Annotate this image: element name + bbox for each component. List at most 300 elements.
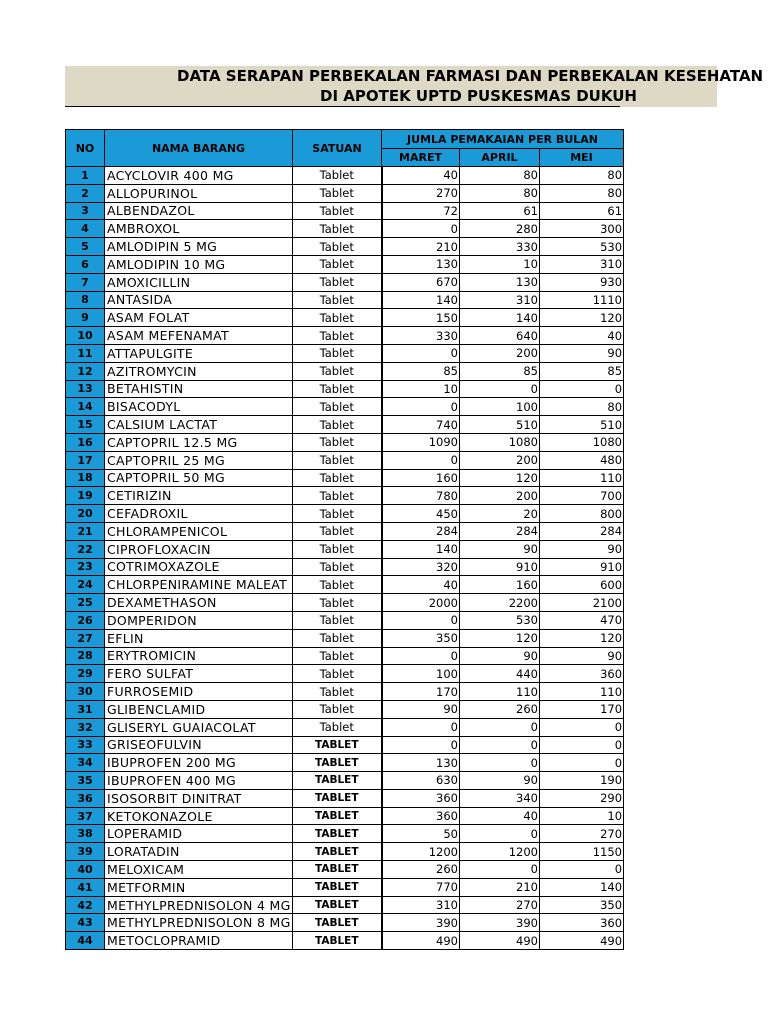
- qty-maret: 0: [382, 344, 460, 362]
- row-number: 4: [66, 220, 105, 238]
- item-name: MELOXICAM: [105, 861, 293, 879]
- row-number: 22: [66, 540, 105, 558]
- qty-april: 1080: [460, 433, 540, 451]
- title-line-2: DI APOTEK UPTD PUSKESMAS DUKUH: [320, 87, 637, 105]
- row-number: 43: [66, 914, 105, 932]
- item-name: ATTAPULGITE: [105, 344, 293, 362]
- qty-mei: 120: [540, 309, 624, 327]
- qty-maret: 0: [382, 611, 460, 629]
- item-name: CALSIUM LACTAT: [105, 416, 293, 434]
- qty-april: 200: [460, 451, 540, 469]
- unit: Tablet: [293, 238, 382, 256]
- unit: Tablet: [293, 202, 382, 220]
- row-number: 8: [66, 291, 105, 309]
- row-number: 33: [66, 736, 105, 754]
- qty-april: 0: [460, 861, 540, 879]
- table-row: [66, 825, 624, 843]
- qty-maret: 0: [382, 736, 460, 754]
- qty-mei: 470: [540, 611, 624, 629]
- row-number: 6: [66, 255, 105, 273]
- table-row: [66, 273, 624, 291]
- qty-april: 120: [460, 629, 540, 647]
- item-name: LOPERAMID: [105, 825, 293, 843]
- row-number: 11: [66, 344, 105, 362]
- qty-maret: 0: [382, 398, 460, 416]
- qty-maret: 130: [382, 754, 460, 772]
- unit: TABLET: [293, 914, 382, 932]
- unit: Tablet: [293, 327, 382, 345]
- item-name: CAPTOPRIL 50 MG: [105, 469, 293, 487]
- item-name: FURROSEMID: [105, 683, 293, 701]
- qty-mei: 700: [540, 487, 624, 505]
- data-table: [65, 129, 624, 950]
- qty-maret: 0: [382, 718, 460, 736]
- row-number: 44: [66, 932, 105, 950]
- unit: TABLET: [293, 736, 382, 754]
- table-row: [66, 611, 624, 629]
- unit: Tablet: [293, 291, 382, 309]
- qty-april: 0: [460, 380, 540, 398]
- table-row: [66, 896, 624, 914]
- row-number: 9: [66, 309, 105, 327]
- table-row: [66, 665, 624, 683]
- unit: Tablet: [293, 469, 382, 487]
- qty-maret: 210: [382, 238, 460, 256]
- table-row: [66, 487, 624, 505]
- data-table-viewport: [65, 129, 623, 950]
- unit: Tablet: [293, 522, 382, 540]
- qty-mei: 530: [540, 238, 624, 256]
- qty-mei: 1150: [540, 843, 624, 861]
- unit: TABLET: [293, 932, 382, 950]
- table-row: [66, 238, 624, 256]
- qty-april: 85: [460, 362, 540, 380]
- qty-mei: 170: [540, 700, 624, 718]
- item-name: CAPTOPRIL 12.5 MG: [105, 433, 293, 451]
- row-number: 2: [66, 184, 105, 202]
- qty-maret: 780: [382, 487, 460, 505]
- item-name: IBUPROFEN 400 MG: [105, 772, 293, 790]
- header-no: NO: [66, 130, 105, 167]
- qty-maret: 140: [382, 291, 460, 309]
- table-row: [66, 718, 624, 736]
- qty-april: 40: [460, 807, 540, 825]
- qty-maret: 770: [382, 878, 460, 896]
- qty-april: 490: [460, 932, 540, 950]
- table-row: [66, 255, 624, 273]
- qty-april: 284: [460, 522, 540, 540]
- qty-maret: 50: [382, 825, 460, 843]
- qty-april: 280: [460, 220, 540, 238]
- row-number: 31: [66, 700, 105, 718]
- unit: Tablet: [293, 416, 382, 434]
- qty-april: 310: [460, 291, 540, 309]
- unit: Tablet: [293, 683, 382, 701]
- unit: TABLET: [293, 843, 382, 861]
- item-name: ASAM FOLAT: [105, 309, 293, 327]
- table-row: [66, 736, 624, 754]
- table-row: [66, 772, 624, 790]
- qty-mei: 110: [540, 469, 624, 487]
- item-name: CAPTOPRIL 25 MG: [105, 451, 293, 469]
- qty-mei: 910: [540, 558, 624, 576]
- unit: TABLET: [293, 772, 382, 790]
- qty-mei: 90: [540, 344, 624, 362]
- qty-april: 20: [460, 505, 540, 523]
- row-number: 28: [66, 647, 105, 665]
- table-body: [66, 167, 624, 950]
- qty-maret: 1090: [382, 433, 460, 451]
- qty-maret: 310: [382, 896, 460, 914]
- header-month-april: APRIL: [460, 149, 540, 167]
- qty-mei: 90: [540, 647, 624, 665]
- qty-mei: 140: [540, 878, 624, 896]
- row-number: 25: [66, 594, 105, 612]
- row-number: 13: [66, 380, 105, 398]
- qty-mei: 85: [540, 362, 624, 380]
- qty-mei: 0: [540, 754, 624, 772]
- qty-april: 640: [460, 327, 540, 345]
- qty-april: 210: [460, 878, 540, 896]
- qty-mei: 90: [540, 540, 624, 558]
- header-jumlah-pemakaian: JUMLA PEMAKAIAN PER BULAN: [382, 130, 624, 149]
- item-name: GLISERYL GUAIACOLAT: [105, 718, 293, 736]
- item-name: CETIRIZIN: [105, 487, 293, 505]
- qty-april: 510: [460, 416, 540, 434]
- qty-april: 330: [460, 238, 540, 256]
- qty-maret: 1200: [382, 843, 460, 861]
- item-name: CHLORPENIRAMINE MALEAT: [105, 576, 293, 594]
- qty-april: 90: [460, 772, 540, 790]
- qty-maret: 350: [382, 629, 460, 647]
- qty-april: 120: [460, 469, 540, 487]
- table-row: [66, 291, 624, 309]
- item-name: METHYLPREDNISOLON 8 MG: [105, 914, 293, 932]
- qty-maret: 0: [382, 220, 460, 238]
- row-number: 1: [66, 167, 105, 185]
- item-name: ERYTROMICIN: [105, 647, 293, 665]
- table-row: [66, 861, 624, 879]
- row-number: 27: [66, 629, 105, 647]
- item-name: METHYLPREDNISOLON 4 MG: [105, 896, 293, 914]
- row-number: 5: [66, 238, 105, 256]
- qty-mei: 0: [540, 861, 624, 879]
- table-row: [66, 451, 624, 469]
- qty-mei: 600: [540, 576, 624, 594]
- table-row: [66, 629, 624, 647]
- unit: Tablet: [293, 647, 382, 665]
- unit: Tablet: [293, 487, 382, 505]
- qty-april: 440: [460, 665, 540, 683]
- row-number: 40: [66, 861, 105, 879]
- qty-maret: 72: [382, 202, 460, 220]
- unit: Tablet: [293, 611, 382, 629]
- qty-april: 200: [460, 344, 540, 362]
- qty-april: 0: [460, 825, 540, 843]
- row-number: 41: [66, 878, 105, 896]
- qty-mei: 284: [540, 522, 624, 540]
- qty-april: 140: [460, 309, 540, 327]
- row-number: 34: [66, 754, 105, 772]
- qty-maret: 390: [382, 914, 460, 932]
- qty-maret: 630: [382, 772, 460, 790]
- qty-mei: 2100: [540, 594, 624, 612]
- qty-maret: 2000: [382, 594, 460, 612]
- qty-mei: 80: [540, 184, 624, 202]
- header-month-mei: MEI: [540, 149, 624, 167]
- item-name: METFORMIN: [105, 878, 293, 896]
- row-number: 26: [66, 611, 105, 629]
- item-name: CHLORAMPENICOL: [105, 522, 293, 540]
- table-row: [66, 309, 624, 327]
- qty-maret: 10: [382, 380, 460, 398]
- unit: TABLET: [293, 896, 382, 914]
- qty-mei: 360: [540, 914, 624, 932]
- qty-mei: 490: [540, 932, 624, 950]
- qty-maret: 450: [382, 505, 460, 523]
- item-name: CIPROFLOXACIN: [105, 540, 293, 558]
- table-row: [66, 878, 624, 896]
- qty-maret: 85: [382, 362, 460, 380]
- item-name: DEXAMETHASON: [105, 594, 293, 612]
- qty-april: 10: [460, 255, 540, 273]
- qty-maret: 670: [382, 273, 460, 291]
- table-row: [66, 576, 624, 594]
- row-number: 23: [66, 558, 105, 576]
- qty-mei: 120: [540, 629, 624, 647]
- qty-april: 530: [460, 611, 540, 629]
- item-name: AMLODIPIN 10 MG: [105, 255, 293, 273]
- qty-mei: 930: [540, 273, 624, 291]
- unit: Tablet: [293, 184, 382, 202]
- table-row: [66, 683, 624, 701]
- qty-april: 61: [460, 202, 540, 220]
- item-name: ISOSORBIT DINITRAT: [105, 789, 293, 807]
- qty-april: 910: [460, 558, 540, 576]
- qty-mei: 40: [540, 327, 624, 345]
- table-row: [66, 807, 624, 825]
- row-number: 36: [66, 789, 105, 807]
- row-number: 32: [66, 718, 105, 736]
- row-number: 35: [66, 772, 105, 790]
- qty-april: 260: [460, 700, 540, 718]
- row-number: 20: [66, 505, 105, 523]
- qty-april: 390: [460, 914, 540, 932]
- table-row: [66, 505, 624, 523]
- item-name: COTRIMOXAZOLE: [105, 558, 293, 576]
- title-underline: [65, 106, 620, 107]
- qty-april: 100: [460, 398, 540, 416]
- unit: Tablet: [293, 629, 382, 647]
- qty-mei: 350: [540, 896, 624, 914]
- qty-maret: 284: [382, 522, 460, 540]
- unit: Tablet: [293, 433, 382, 451]
- table-row: [66, 362, 624, 380]
- row-number: 17: [66, 451, 105, 469]
- table-row: [66, 594, 624, 612]
- unit: Tablet: [293, 344, 382, 362]
- item-name: AMOXICILLIN: [105, 273, 293, 291]
- qty-mei: 80: [540, 398, 624, 416]
- unit: Tablet: [293, 558, 382, 576]
- qty-maret: 740: [382, 416, 460, 434]
- header-satuan: SATUAN: [293, 130, 382, 167]
- item-name: DOMPERIDON: [105, 611, 293, 629]
- qty-maret: 490: [382, 932, 460, 950]
- unit: Tablet: [293, 255, 382, 273]
- qty-maret: 130: [382, 255, 460, 273]
- qty-maret: 150: [382, 309, 460, 327]
- unit: Tablet: [293, 505, 382, 523]
- unit: Tablet: [293, 167, 382, 185]
- qty-mei: 800: [540, 505, 624, 523]
- qty-april: 1200: [460, 843, 540, 861]
- header-month-maret: MARET: [382, 149, 460, 167]
- table-row: [66, 789, 624, 807]
- qty-april: 2200: [460, 594, 540, 612]
- qty-maret: 0: [382, 451, 460, 469]
- item-name: GRISEOFULVIN: [105, 736, 293, 754]
- row-number: 38: [66, 825, 105, 843]
- qty-mei: 0: [540, 718, 624, 736]
- item-name: ASAM MEFENAMAT: [105, 327, 293, 345]
- unit: Tablet: [293, 594, 382, 612]
- table-row: [66, 344, 624, 362]
- table-row: [66, 540, 624, 558]
- qty-maret: 90: [382, 700, 460, 718]
- qty-april: 270: [460, 896, 540, 914]
- item-name: AZITROMYCIN: [105, 362, 293, 380]
- row-number: 12: [66, 362, 105, 380]
- item-name: IBUPROFEN 200 MG: [105, 754, 293, 772]
- qty-mei: 110: [540, 683, 624, 701]
- unit: Tablet: [293, 576, 382, 594]
- table-row: [66, 914, 624, 932]
- qty-maret: 160: [382, 469, 460, 487]
- table-row: [66, 433, 624, 451]
- row-number: 18: [66, 469, 105, 487]
- table-row: [66, 932, 624, 950]
- row-number: 3: [66, 202, 105, 220]
- unit: TABLET: [293, 825, 382, 843]
- qty-maret: 260: [382, 861, 460, 879]
- row-number: 24: [66, 576, 105, 594]
- row-number: 30: [66, 683, 105, 701]
- table-row: [66, 380, 624, 398]
- unit: Tablet: [293, 451, 382, 469]
- qty-mei: 290: [540, 789, 624, 807]
- unit: Tablet: [293, 398, 382, 416]
- qty-maret: 100: [382, 665, 460, 683]
- qty-maret: 360: [382, 789, 460, 807]
- unit: Tablet: [293, 273, 382, 291]
- table-row: [66, 700, 624, 718]
- qty-april: 90: [460, 647, 540, 665]
- item-name: BISACODYL: [105, 398, 293, 416]
- qty-mei: 360: [540, 665, 624, 683]
- table-row: [66, 220, 624, 238]
- row-number: 7: [66, 273, 105, 291]
- table-row: [66, 843, 624, 861]
- item-name: ANTASIDA: [105, 291, 293, 309]
- title-line-1: DATA SERAPAN PERBEKALAN FARMASI DAN PERBEKALAN KESEHATAN: [177, 67, 764, 85]
- table-row: [66, 398, 624, 416]
- qty-april: 340: [460, 789, 540, 807]
- table-row: [66, 647, 624, 665]
- item-name: FERO SULFAT: [105, 665, 293, 683]
- item-name: KETOKONAZOLE: [105, 807, 293, 825]
- item-name: ALLOPURINOL: [105, 184, 293, 202]
- item-name: METOCLOPRAMID: [105, 932, 293, 950]
- table-row: [66, 202, 624, 220]
- item-name: AMLODIPIN 5 MG: [105, 238, 293, 256]
- unit: Tablet: [293, 718, 382, 736]
- qty-mei: 480: [540, 451, 624, 469]
- item-name: ALBENDAZOL: [105, 202, 293, 220]
- unit: TABLET: [293, 861, 382, 879]
- unit: TABLET: [293, 807, 382, 825]
- row-number: 42: [66, 896, 105, 914]
- qty-april: 130: [460, 273, 540, 291]
- qty-april: 0: [460, 718, 540, 736]
- unit: TABLET: [293, 878, 382, 896]
- table-row: [66, 558, 624, 576]
- unit: Tablet: [293, 220, 382, 238]
- qty-april: 200: [460, 487, 540, 505]
- unit: Tablet: [293, 309, 382, 327]
- row-number: 29: [66, 665, 105, 683]
- unit: Tablet: [293, 362, 382, 380]
- header-nama-barang: NAMA BARANG: [105, 130, 293, 167]
- qty-mei: 300: [540, 220, 624, 238]
- row-number: 37: [66, 807, 105, 825]
- row-number: 14: [66, 398, 105, 416]
- qty-april: 80: [460, 167, 540, 185]
- row-number: 19: [66, 487, 105, 505]
- item-name: EFLIN: [105, 629, 293, 647]
- qty-maret: 360: [382, 807, 460, 825]
- qty-mei: 0: [540, 736, 624, 754]
- qty-mei: 10: [540, 807, 624, 825]
- qty-maret: 320: [382, 558, 460, 576]
- unit: Tablet: [293, 700, 382, 718]
- qty-mei: 270: [540, 825, 624, 843]
- qty-mei: 0: [540, 380, 624, 398]
- unit: Tablet: [293, 380, 382, 398]
- unit: TABLET: [293, 789, 382, 807]
- row-number: 16: [66, 433, 105, 451]
- qty-mei: 190: [540, 772, 624, 790]
- row-number: 10: [66, 327, 105, 345]
- qty-mei: 1080: [540, 433, 624, 451]
- table-row: [66, 469, 624, 487]
- qty-maret: 40: [382, 167, 460, 185]
- qty-april: 160: [460, 576, 540, 594]
- row-number: 15: [66, 416, 105, 434]
- item-name: AMBROXOL: [105, 220, 293, 238]
- qty-mei: 80: [540, 167, 624, 185]
- qty-maret: 0: [382, 647, 460, 665]
- item-name: CEFADROXIL: [105, 505, 293, 523]
- qty-maret: 170: [382, 683, 460, 701]
- unit: Tablet: [293, 665, 382, 683]
- qty-april: 80: [460, 184, 540, 202]
- qty-maret: 40: [382, 576, 460, 594]
- table-row: [66, 522, 624, 540]
- unit: TABLET: [293, 754, 382, 772]
- qty-mei: 310: [540, 255, 624, 273]
- qty-maret: 330: [382, 327, 460, 345]
